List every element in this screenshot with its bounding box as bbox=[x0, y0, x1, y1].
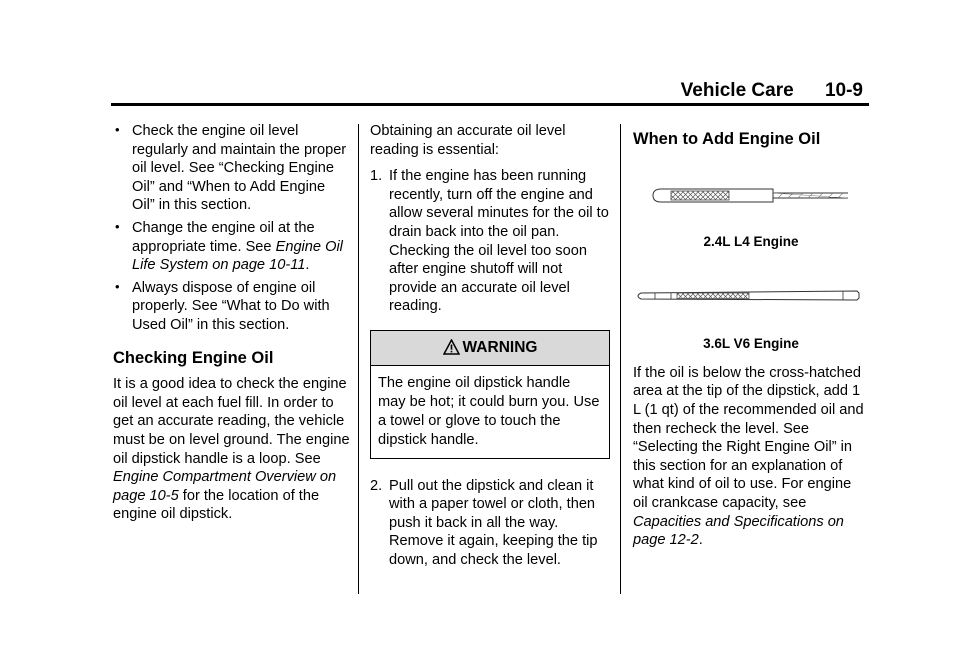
cross-reference-link[interactable]: Capacities and Specifications on page 12-2 bbox=[633, 513, 844, 549]
step-number: 2. bbox=[370, 477, 383, 494]
column-divider bbox=[358, 124, 359, 594]
bullet-item bbox=[113, 122, 351, 215]
cross-reference-link[interactable]: Engine Oil Life System on page 10-11 bbox=[132, 238, 343, 274]
intro-paragraph: Obtaining an accurate oil level reading is essential: bbox=[370, 123, 566, 158]
section-heading: Checking Engine Oil bbox=[113, 348, 274, 367]
page-header bbox=[681, 80, 863, 102]
bullet-icon: • bbox=[115, 278, 120, 294]
bullet-item bbox=[113, 279, 351, 335]
step-text: Pull out the dipstick and clean it with a paper towel or cloth, then push it back in all the way. Remove it again, keeping the tip down, and check the level. bbox=[389, 477, 598, 568]
section-heading: When to Add Engine Oil bbox=[633, 130, 821, 148]
column-left bbox=[113, 122, 351, 532]
paragraph bbox=[113, 375, 351, 524]
bullet-text: . bbox=[305, 257, 310, 274]
bullet-icon: • bbox=[115, 218, 120, 234]
paragraph-text: It is a good idea to check the engine oil level at each fuel fill. In order to get an accurate reading, the vehicle must be on level ground. The engine oil dipstick handle is a loop. See bbox=[113, 376, 350, 467]
step-item bbox=[370, 167, 610, 316]
figure-caption: 2.4L L4 Engine bbox=[703, 233, 799, 249]
warning-box bbox=[370, 330, 610, 459]
cross-reference-link[interactable]: Engine Compartment Overview on page 10-5 bbox=[113, 469, 337, 504]
column-right bbox=[633, 122, 869, 558]
column-middle bbox=[370, 122, 610, 578]
warning-body: The engine oil dipstick handle may be hot; it could burn you. Use a towel or glove to touch the dipstick handle. bbox=[378, 374, 600, 448]
bullet-item bbox=[113, 219, 351, 275]
bullet-text: Always dispose of engine oil properly. See “What to Do with Used Oil” in this section. bbox=[132, 279, 330, 333]
section-title: Vehicle Care bbox=[680, 80, 794, 101]
warning-header bbox=[371, 331, 609, 366]
paragraph-text: for the location of the engine oil dipstick. bbox=[113, 487, 320, 523]
paragraph-text: If the oil is below the cross-hatched area at the tip of the dipstick, add 1 L (1 qt) of the recommended oil and then recheck the level. See “Selecting the Right Engine Oil” in this section for an explanation of what kind of oil to use. For engine oil crankcase capacity, see bbox=[633, 364, 864, 511]
paragraph bbox=[633, 364, 869, 550]
column-divider bbox=[620, 124, 621, 594]
bullet-text: Change the engine oil at the appropriate time. See bbox=[132, 219, 315, 255]
bullet-text: Check the engine oil level regularly and maintain the proper oil level. See “Checking Engine Oil” and “When to Add Engine Oil” in this section. bbox=[132, 123, 347, 214]
figure-caption: 3.6L V6 Engine bbox=[703, 336, 799, 352]
dipstick-l4-illustration bbox=[633, 167, 869, 227]
step-number: 1. bbox=[370, 168, 383, 185]
step-item bbox=[370, 477, 610, 570]
warning-icon bbox=[443, 339, 460, 355]
page-number: 10-9 bbox=[824, 80, 863, 101]
bullet-icon: • bbox=[115, 122, 120, 137]
warning-title: WARNING bbox=[462, 338, 538, 356]
dipstick-v6-illustration bbox=[633, 269, 869, 329]
paragraph-text: . bbox=[698, 532, 703, 549]
header-rule bbox=[111, 103, 869, 106]
step-text: If the engine has been running recently, turn off the engine and allow several minutes for the oil to drain back into the oil pan. Checking the oil level too soon after engine shutoff will not provide an accurate oil level reading. bbox=[389, 168, 609, 315]
